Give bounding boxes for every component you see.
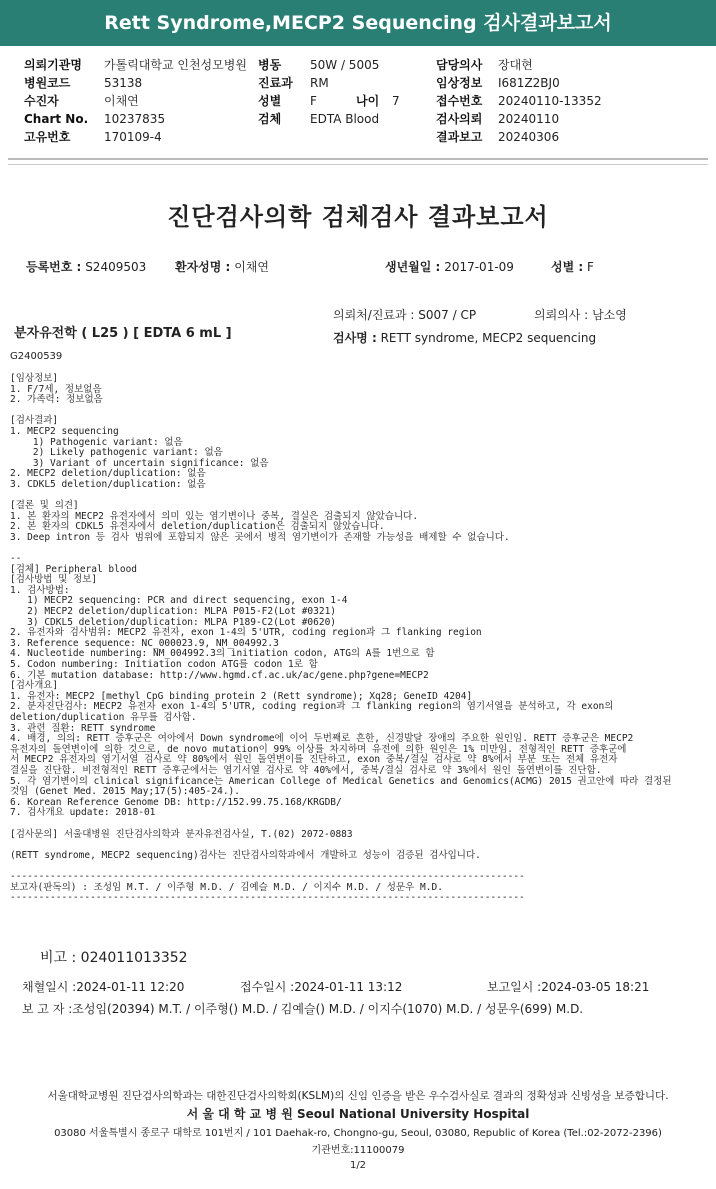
info-row — [24, 56, 247, 74]
report-line: [검사개요] — [10, 680, 59, 692]
report-line: 5. Codon numbering: Initiation codon ATG를 codon 1로 함 — [10, 659, 318, 671]
dob-label: 생년월일 : — [385, 260, 441, 274]
info-row — [436, 110, 602, 128]
report-title: 진단검사의학 검체검사 결과보고서 — [167, 203, 549, 231]
info-value: EDTA Blood — [310, 112, 380, 126]
page-number: 1/2 — [349, 1160, 367, 1171]
report-line: 4. 배경, 의의: RETT 증후군은 여아에서 Down syndrome에 이어 두번째로 흔한, 신경발달 장애의 주요한 원인임. RETT 증후군은 MECP2 — [10, 733, 634, 745]
age-label: 나이 — [356, 94, 380, 108]
header-col3 — [436, 56, 602, 146]
report-line: 2) MECP2 deletion/duplication: MLPA P015-F2(Lot #0321) — [10, 606, 337, 618]
info-label: 진료과 — [258, 76, 293, 90]
info-label: 성별 — [258, 94, 282, 108]
receive-label: 접수일시 : — [240, 980, 295, 994]
report-line: ------------------------------------------------------------------------------------------ — [10, 870, 525, 882]
sex-value: F — [587, 260, 594, 274]
info-value: 가톨릭대학교 인천성모병원 — [104, 58, 247, 72]
info-row — [436, 92, 602, 110]
hospital-kr: 서 울 대 학 교 병 원 — [186, 1107, 293, 1121]
info-label: 의뢰기관명 — [24, 58, 82, 72]
specimen-id: G2400539 — [10, 351, 63, 362]
info-label: Chart No. — [24, 112, 89, 126]
report-line: 6. Korean Reference Genome DB: http://152.99.75.168/KRGDB/ — [10, 796, 342, 808]
receive-time — [240, 978, 402, 995]
info-row — [24, 128, 247, 146]
info-value: 10237835 — [104, 112, 166, 126]
reg-label: 등록번호 : — [26, 260, 82, 274]
dept-label: 의뢰처/진료과 : — [333, 308, 415, 322]
info-label: 수진자 — [24, 94, 59, 108]
bigo-label: 비고 : — [40, 950, 77, 966]
bigo-value: 024011013352 — [80, 950, 188, 966]
address: 03080 서울특별시 종로구 대학로 101번지 / 101 Daehak-ro, Chongno-gu, Seoul, 03080, Republic of Korea (Tel.:02-2072-2396) — [54, 1128, 662, 1139]
patient-name — [175, 258, 269, 275]
info-label: 임상정보 — [436, 76, 483, 90]
info-value: 20240110 — [498, 112, 560, 126]
patient-dob — [385, 258, 514, 275]
reg-value: S2409503 — [85, 260, 147, 274]
report-line: 2. 유전자와 검사범위: MECP2 유전자, exon 1-4의 5'UTR, coding region과 그 flanking region — [10, 627, 482, 639]
info-label: 접수번호 — [436, 94, 483, 108]
report-line: 1. 검사방법: — [10, 584, 70, 596]
reporter — [22, 1000, 583, 1017]
patient-sex — [551, 258, 594, 275]
report-line: 보고자(판독의) : 조성임 M.T. / 이주형 M.D. / 김예슬 M.D. / 이지수 M.D. / 성문우 M.D. — [10, 881, 443, 893]
sex-label: 성별 : — [551, 260, 584, 274]
receive-value: 2024-01-11 13:12 — [294, 980, 403, 994]
info-label: 결과보고 — [436, 130, 483, 144]
report-value: 2024-03-05 18:21 — [541, 980, 650, 994]
report-line: 5. 각 염기변이의 clinical significance는 American College of Medical Genetics and Genomics(ACMG) 2015 권고안에 따라 결정된 — [10, 775, 672, 787]
report-header-title: Rett Syndrome,MECP2 Sequencing 검사결과보고서 — [0, 0, 716, 46]
collect-value: 2024-01-11 12:20 — [76, 980, 185, 994]
info-label: 담당의사 — [436, 58, 483, 72]
report-line: 3) Variant of uncertain significance: 없음 — [10, 457, 269, 469]
info-label: 병동 — [258, 58, 282, 72]
report-line: 2. 본 환자의 CDKL5 유전자에서 deletion/duplication은 검출되지 않았습니다. — [10, 521, 385, 533]
request-doctor — [534, 306, 627, 323]
info-value: 53138 — [104, 76, 143, 90]
info-label: 검체 — [258, 112, 282, 126]
cert-text: 서울대학교병원 진단검사의학과는 대한진단검사의학회(KSLM)의 신임 인증을 받은 우수검사실로 결과의 정확성과 신빙성을 보증합니다. — [47, 1090, 669, 1102]
report-line: 2) Likely pathogenic variant: 없음 — [10, 447, 223, 459]
name-label: 환자성명 : — [175, 260, 231, 274]
report-line: 3. Deep intron 등 검사 범위에 포함되지 않은 곳에서 병적 염기변이가 존재할 가능성을 배제할 수 없습니다. — [10, 531, 510, 543]
report-line — [10, 544, 672, 555]
info-row — [258, 92, 400, 110]
info-value: 20240110-13352 — [498, 94, 602, 108]
section-title: 분자유전학 ( L25 ) [ EDTA 6 mL ] — [14, 326, 232, 341]
report-label: 보고일시 : — [487, 980, 542, 994]
info-row — [436, 128, 602, 146]
report-line: 유전자의 돌연변이에 의한 것으로, de novo mutation이 99% 이상를 차지하며 유전에 의한 원인은 1% 미만임. 전형적인 RETT 증후군에 — [10, 743, 627, 755]
report-line: 3. 관련 질환: RETT syndrome — [10, 722, 156, 734]
report-line: 7. 검사개요 update: 2018-01 — [10, 807, 156, 819]
report-line: 것임 (Genet Med. 2015 May;17(5):405-24.). — [10, 786, 240, 798]
report-line: [검체] Peripheral blood — [10, 563, 138, 575]
report-line: [임상정보] — [10, 373, 59, 384]
header-divider — [8, 158, 708, 160]
info-row — [258, 74, 400, 92]
report-line: 1. 유전자: MECP2 [methyl CpG binding protein 2 (Rett syndrome); Xq28; GeneID 4204] — [10, 690, 473, 702]
report-line: [검사방법 및 정보] — [10, 574, 98, 586]
report-line: 1. F/7세, 정보없음 — [10, 383, 102, 395]
report-line: 1) MECP2 sequencing: PCR and direct sequencing, exon 1-4 — [10, 595, 348, 607]
report-line: 1. MECP2 sequencing — [10, 425, 119, 437]
report-line: 6. 기본 mutation database: http://www.hgmd.cf.ac.uk/ac/gene.php?gene=MECP2 — [10, 669, 429, 681]
report-line: [검사문의] 서울대병원 진단검사의학과 분자유전검사실, T.(02) 2072-0883 — [10, 828, 353, 840]
report-line: 3) CDKL5 deletion/duplication: MLPA P189-C2(Lot #0620) — [10, 616, 337, 628]
collect-label: 채혈일시 : — [22, 980, 77, 994]
info-label: 병원코드 — [24, 76, 71, 90]
report-line: 1. 본 환자의 MECP2 유전자에서 의미 있는 염기변이나 중복, 결실은 검출되지 않았습니다. — [10, 510, 419, 522]
report-line: 2. MECP2 deletion/duplication: 없음 — [10, 468, 206, 480]
report-line — [10, 406, 672, 417]
reporter-value: 조성임(20394) M.T. / 이주형() M.D. / 김예슬() M.D. / 이지수(1070) M.D. / 성문우(699) M.D. — [72, 1002, 584, 1016]
dept-value: S007 / CP — [418, 308, 477, 322]
info-value: 장대현 — [498, 58, 533, 72]
info-row — [24, 110, 247, 128]
reporter-label: 보 고 자 : — [22, 1002, 73, 1016]
info-row — [258, 110, 400, 128]
doctor-label: 의뢰의사 : — [534, 308, 589, 322]
report-line: deletion/duplication 유무를 검사함. — [10, 712, 197, 723]
report-body — [10, 374, 672, 904]
info-value: 20240306 — [498, 130, 560, 144]
report-line: [검사결과] — [10, 415, 59, 427]
report-line: 결실을 진단함. 비전형적인 RETT 증후군에서는 염기서열 검사로 약 40%에서, 중복/결실 검사로 약 3%에서 원인 돌연변이를 진단함. — [10, 764, 602, 776]
report-line: ------------------------------------------------------------------------------------------ — [10, 892, 525, 904]
bigo — [40, 947, 188, 967]
header-col1 — [24, 56, 247, 146]
patient-reg — [26, 258, 146, 275]
info-row — [24, 74, 247, 92]
info-label: 검사의뢰 — [436, 112, 483, 126]
report-line: 3. Reference sequence: NC_000023.9, NM_004992.3 — [10, 637, 279, 649]
report-line: (RETT syndrome, MECP2 sequencing)검사는 진단검사의학과에서 개발하고 성능이 검증된 검사입니다. — [10, 849, 481, 861]
report-line — [10, 819, 672, 830]
report-line: 2. 가족력: 정보없음 — [10, 394, 103, 406]
report-line: 서 MECP2 유전자의 염기서열 검사로 약 80%에서 원인 돌연변이를 진단하고, exon 중복/결실 검사로 약 8%에서 부분 또는 전체 유전자 — [10, 754, 618, 766]
age-value: 7 — [392, 94, 400, 108]
hospital-en: Seoul National University Hospital — [297, 1107, 530, 1121]
name-value: 이채연 — [234, 260, 269, 274]
report-line: 2. 분자진단검사: MECP2 유전자 exon 1-4의 5'UTR, coding region과 그 flanking region의 염기서열을 분석하고, 각 exon의 — [10, 701, 614, 713]
info-row — [436, 74, 602, 92]
dob-value: 2017-01-09 — [444, 260, 514, 274]
doctor-value: 남소영 — [592, 308, 627, 322]
info-value: 50W / 5005 — [310, 58, 380, 72]
org-number: 기관번호:11100079 — [311, 1145, 405, 1156]
info-row — [24, 92, 247, 110]
info-row — [258, 56, 400, 74]
test-value: RETT syndrome, MECP2 sequencing — [380, 331, 597, 345]
info-value: F — [310, 94, 317, 108]
info-value: 170109-4 — [104, 130, 162, 144]
report-line: 1) Pathogenic variant: 없음 — [10, 436, 183, 448]
report-line: -- — [10, 553, 22, 565]
info-value: RM — [310, 76, 329, 90]
report-line: 3. CDKL5 deletion/duplication: 없음 — [10, 478, 206, 490]
report-line: [결론 및 의견] — [10, 500, 79, 512]
info-row — [436, 56, 602, 74]
info-value: 이채연 — [104, 94, 139, 108]
info-label: 고유번호 — [24, 130, 71, 144]
hospital-name — [0, 1105, 716, 1122]
report-time — [487, 978, 649, 995]
test-name — [333, 329, 596, 346]
report-line — [10, 491, 672, 502]
header-col2 — [258, 56, 400, 128]
request-dept — [333, 306, 476, 323]
info-value: I681Z2BJ0 — [498, 76, 560, 90]
collect-time — [22, 978, 184, 995]
report-line: 4. Nucleotide numbering: NM_004992.3의 initiation codon, ATG의 A를 1번으로 함 — [10, 648, 435, 660]
test-label: 검사명 : — [333, 331, 377, 345]
header-divider — [8, 164, 708, 165]
